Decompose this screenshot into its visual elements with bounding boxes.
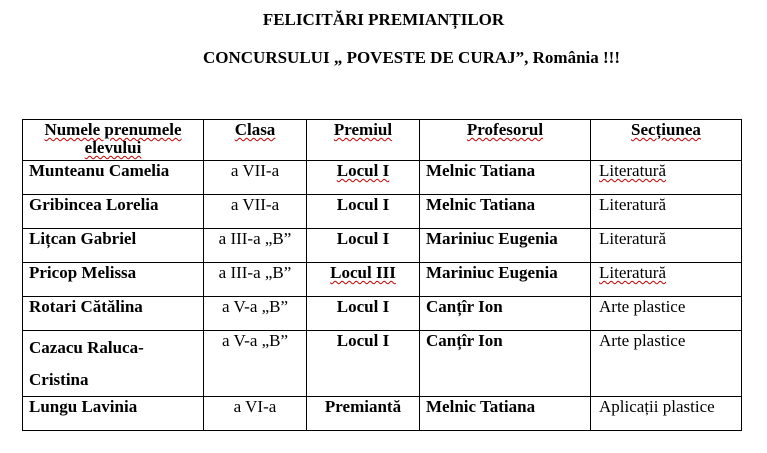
table-row — [23, 263, 742, 297]
student-prize: Locul I — [307, 195, 420, 229]
section-name: Arte plastice — [591, 331, 742, 397]
student-name: Gribincea Lorelia — [23, 195, 204, 229]
student-prize: Locul I — [307, 331, 420, 397]
section-name: Aplicații plastice — [591, 397, 742, 431]
column-header-teacher: Profesorul — [420, 120, 591, 161]
table-row — [23, 397, 742, 431]
teacher-name: Melnic Tatiana — [420, 161, 591, 195]
teacher-name: Melnic Tatiana — [420, 195, 591, 229]
section-name: Arte plastice — [591, 297, 742, 331]
teacher-name: Melnic Tatiana — [420, 397, 591, 431]
student-class: a V-a „B” — [204, 331, 307, 397]
section-name: Literatură — [591, 161, 742, 195]
student-name: Munteanu Camelia — [23, 161, 204, 195]
section-name: Literatură — [591, 229, 742, 263]
table-row — [23, 331, 742, 397]
student-class: a V-a „B” — [204, 297, 307, 331]
table-row — [23, 297, 742, 331]
teacher-name: Canțîr Ion — [420, 331, 591, 397]
column-header-class: Clasa — [204, 120, 307, 161]
column-header-section: Secțiunea — [591, 120, 742, 161]
student-prize: Locul III — [307, 263, 420, 297]
teacher-name: Mariniuc Eugenia — [420, 263, 591, 297]
student-name: Rotari Cătălina — [23, 297, 204, 331]
student-class: a VII-a — [204, 161, 307, 195]
winners-table — [22, 119, 742, 431]
student-class: a VII-a — [204, 195, 307, 229]
section-name: Literatură — [591, 263, 742, 297]
student-name: Lițcan Gabriel — [23, 229, 204, 263]
teacher-name: Canțîr Ion — [420, 297, 591, 331]
student-name: Lungu Lavinia — [23, 397, 204, 431]
student-class: a III-a „B” — [204, 263, 307, 297]
teacher-name: Mariniuc Eugenia — [420, 229, 591, 263]
table-row — [23, 161, 742, 195]
student-class: a III-a „B” — [204, 229, 307, 263]
student-prize: Locul I — [307, 229, 420, 263]
student-prize: Locul I — [307, 161, 420, 195]
table-row — [23, 229, 742, 263]
table-row — [23, 195, 742, 229]
student-name: Cazacu Raluca-Cristina — [23, 331, 204, 397]
section-name: Literatură — [591, 195, 742, 229]
student-name: Pricop Melissa — [23, 263, 204, 297]
table-header-row — [23, 120, 742, 161]
student-class: a VI-a — [204, 397, 307, 431]
column-header-name: Numele prenumele elevului — [23, 120, 204, 161]
student-prize: Locul I — [307, 297, 420, 331]
column-header-prize: Premiul — [307, 120, 420, 161]
page-subtitle: CONCURSULUI „ POVESTE DE CURAJ”, România !!! — [203, 48, 620, 67]
student-prize: Premiantă — [307, 397, 420, 431]
page-title: FELICITĂRI PREMIANȚILOR — [262, 10, 505, 29]
